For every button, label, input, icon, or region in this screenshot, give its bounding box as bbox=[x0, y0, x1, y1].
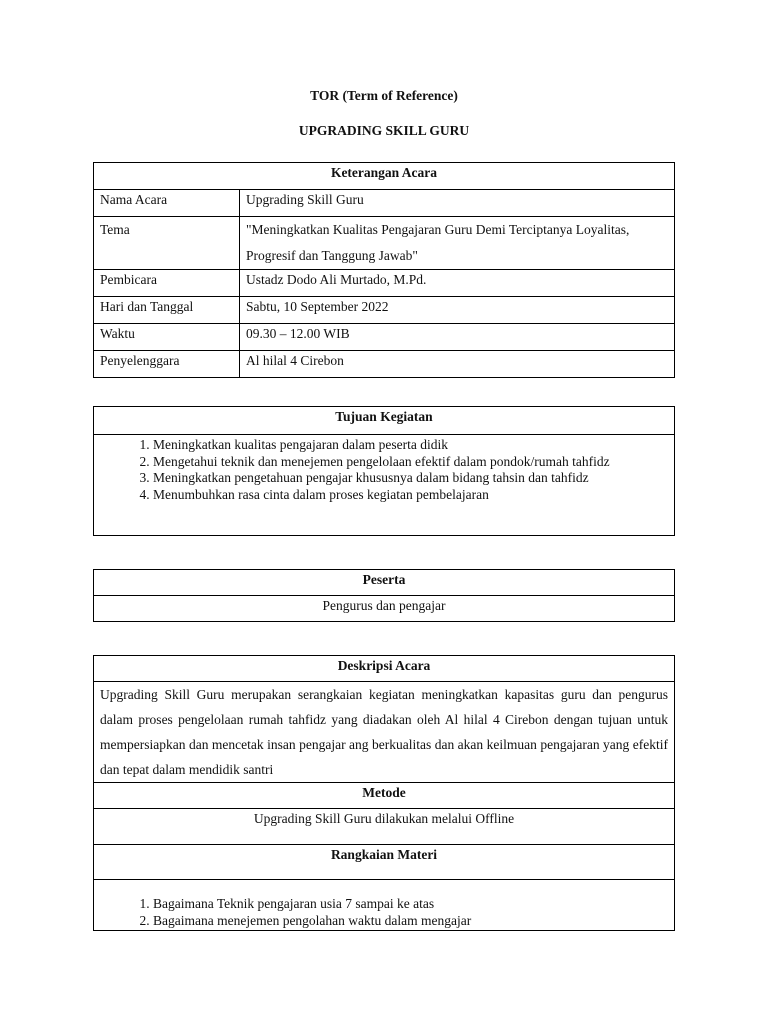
row-label-tema: Tema bbox=[94, 217, 240, 270]
list-item: 2. Mengetahui teknik dan menejemen pengelolaan efektif dalam pondok/rumah tahfidz bbox=[153, 454, 668, 471]
metode-header: Metode bbox=[94, 783, 675, 809]
tujuan-kegiatan-header: Tujuan Kegiatan bbox=[94, 407, 675, 435]
table-row bbox=[94, 217, 675, 270]
deskripsi-acara-header: Deskripsi Acara bbox=[94, 656, 675, 682]
tujuan-kegiatan-cell bbox=[94, 435, 675, 536]
row-value-hari-tanggal: Sabtu, 10 September 2022 bbox=[240, 297, 675, 324]
row-value-penyelenggara: Al hilal 4 Cirebon bbox=[240, 351, 675, 378]
keterangan-acara-table bbox=[93, 162, 675, 378]
document-subtitle: UPGRADING SKILL GURU bbox=[298, 123, 470, 138]
table-row bbox=[94, 351, 675, 378]
row-value-waktu: 09.30 – 12.00 WIB bbox=[240, 324, 675, 351]
table-row bbox=[94, 270, 675, 297]
peserta-table bbox=[93, 569, 675, 622]
rangkaian-materi-list bbox=[100, 896, 668, 929]
list-item: 3. Meningkatkan pengetahuan pengajar khususnya dalam bidang tahsin dan tahfidz bbox=[153, 470, 668, 487]
row-value-nama-acara: Upgrading Skill Guru bbox=[240, 190, 675, 217]
table-row bbox=[94, 190, 675, 217]
peserta-header: Peserta bbox=[94, 570, 675, 596]
list-item: 2. Bagaimana menejemen pengolahan waktu dalam mengajar bbox=[153, 913, 668, 930]
metode-value: Upgrading Skill Guru dilakukan melalui Offline bbox=[94, 809, 675, 845]
row-label-pembicara: Pembicara bbox=[94, 270, 240, 297]
row-label-penyelenggara: Penyelenggara bbox=[94, 351, 240, 378]
row-label-nama-acara: Nama Acara bbox=[94, 190, 240, 217]
list-item: 1. Bagaimana Teknik pengajaran usia 7 sampai ke atas bbox=[153, 896, 668, 913]
list-item: 1. Meningkatkan kualitas pengajaran dalam peserta didik bbox=[153, 437, 668, 454]
row-label-hari-tanggal: Hari dan Tanggal bbox=[94, 297, 240, 324]
list-item: 4. Menumbuhkan rasa cinta dalam proses kegiatan pembelajaran bbox=[153, 487, 668, 504]
peserta-value: Pengurus dan pengajar bbox=[94, 596, 675, 622]
tujuan-kegiatan-table bbox=[93, 406, 675, 536]
row-label-waktu: Waktu bbox=[94, 324, 240, 351]
document-title: TOR (Term of Reference) bbox=[310, 88, 458, 103]
rangkaian-materi-cell bbox=[94, 880, 675, 931]
deskripsi-acara-table bbox=[93, 655, 675, 931]
table-row bbox=[94, 297, 675, 324]
rangkaian-materi-header: Rangkaian Materi bbox=[94, 845, 675, 880]
row-value-tema: "Meningkatkan Kualitas Pengajaran Guru Demi Terciptanya Loyalitas, Progresif dan Tanggung Jawab" bbox=[240, 217, 675, 270]
tujuan-list bbox=[100, 437, 668, 503]
table-row bbox=[94, 324, 675, 351]
row-value-pembicara: Ustadz Dodo Ali Murtado, M.Pd. bbox=[240, 270, 675, 297]
keterangan-acara-header: Keterangan Acara bbox=[94, 163, 675, 190]
deskripsi-acara-text: Upgrading Skill Guru merupakan serangkaian kegiatan meningkatkan kapasitas guru dan pengurus dalam proses pengelolaan rumah tahfidz yang diadakan oleh Al hilal 4 Cirebon dengan tujuan untuk mempersiapkan dan mencetak insan pengajar ang berkualitas dan akan keilmuan pengajaran yang efektif dan tepat dalam mendidik santri bbox=[94, 682, 675, 783]
